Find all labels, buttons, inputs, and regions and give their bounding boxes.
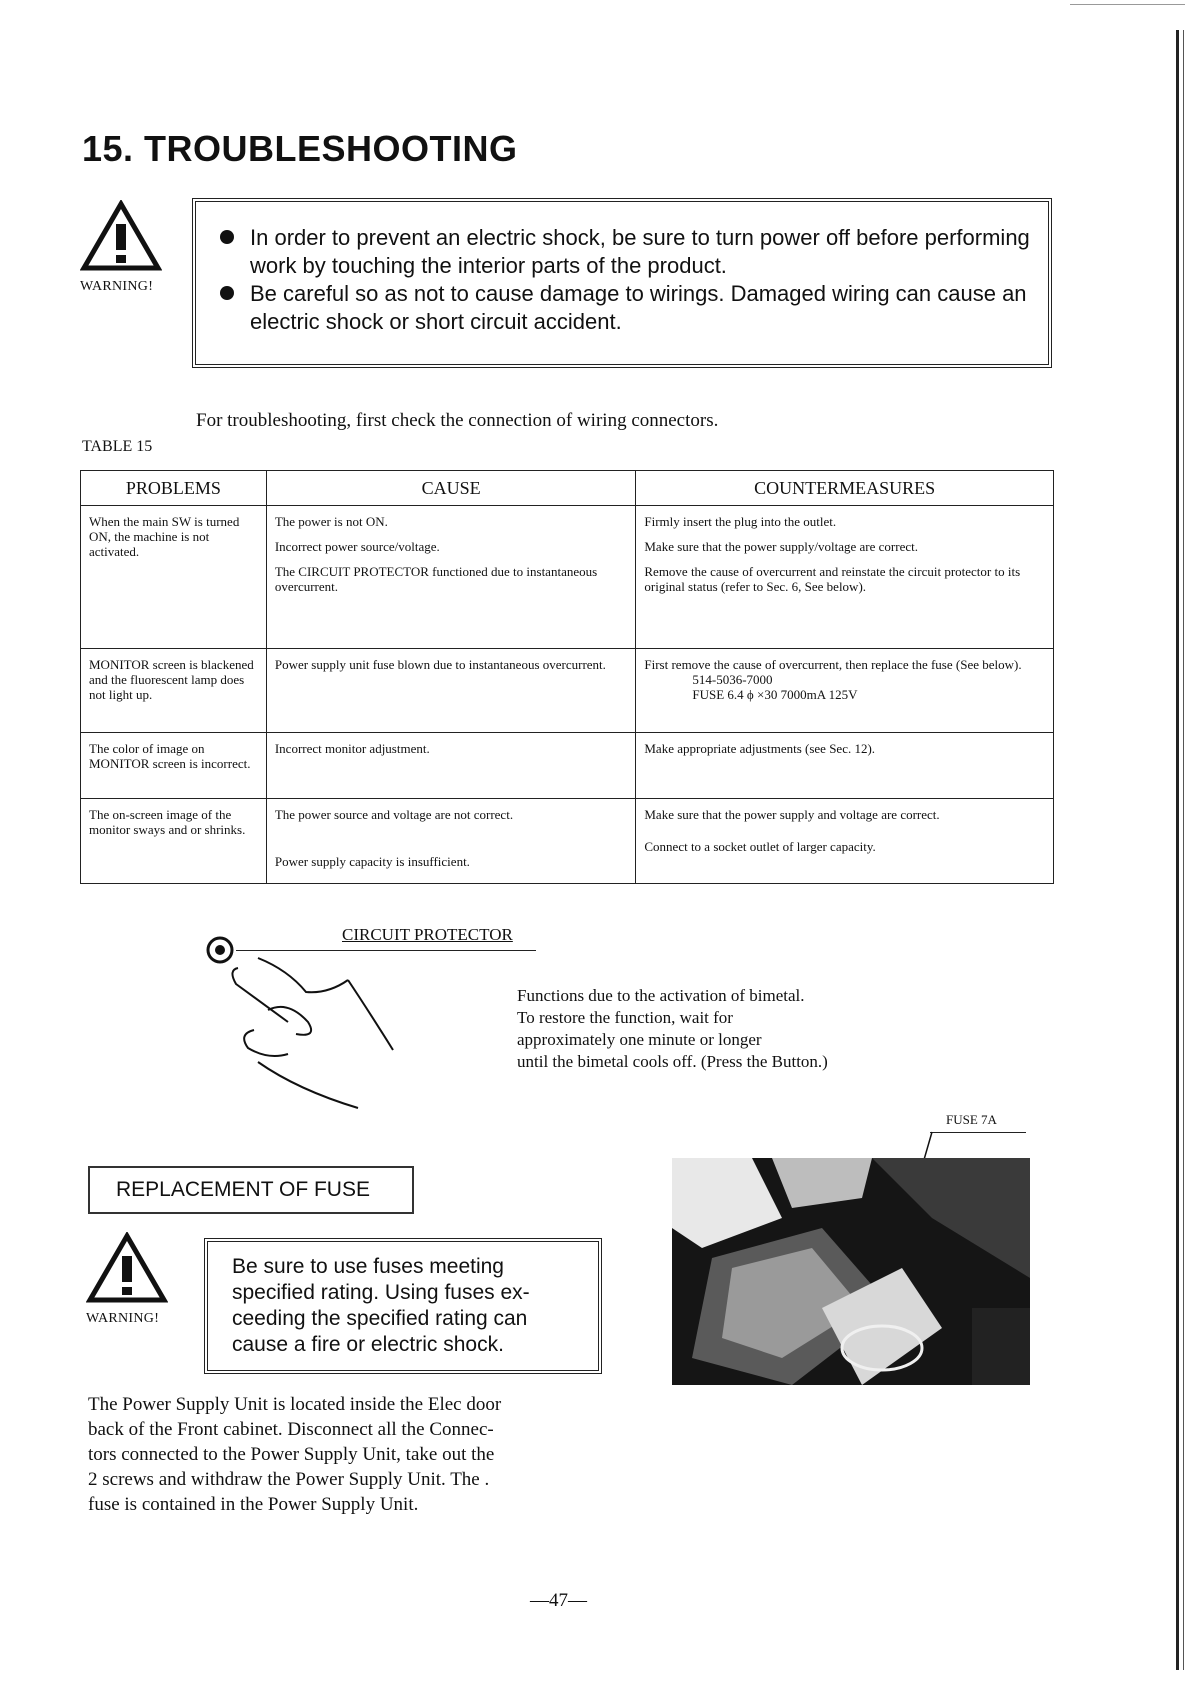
warning-label: WARNING! — [80, 279, 154, 294]
measure-text: Make sure that the power supply and voltage are correct. — [644, 807, 940, 822]
cause-cell — [266, 733, 636, 799]
table-row — [81, 799, 1054, 884]
warning-item — [206, 224, 1038, 280]
fuse-warning-box — [204, 1238, 602, 1374]
bullet-icon — [220, 286, 234, 300]
page-number: —47— — [530, 1590, 587, 1611]
problem-cell — [81, 733, 267, 799]
header-cause: CAUSE — [266, 471, 636, 506]
note-line: approximately one minute or longer — [517, 1030, 762, 1049]
problem-text: The on-screen image of the monitor sways and or shrinks. — [89, 807, 246, 837]
problem-cell — [81, 799, 267, 884]
measure-text: Connect to a socket outlet of larger capacity. — [644, 839, 876, 854]
measure-cell — [636, 733, 1054, 799]
cause-cell — [266, 506, 636, 649]
table-row — [81, 506, 1054, 649]
scan-edge-top — [1070, 4, 1185, 5]
note-line: To restore the function, wait for — [517, 1008, 733, 1027]
cause-text: Incorrect power source/voltage. — [274, 539, 440, 554]
fuse-callout-label: FUSE 7A — [946, 1112, 997, 1127]
warning-list — [206, 224, 1038, 336]
warning-badge — [86, 1232, 168, 1327]
part-number: 514-5036-7000 — [692, 672, 773, 687]
measure-text: Make appropriate adjustments (see Sec. 12). — [644, 741, 876, 756]
cause-text: The power is not ON. — [274, 514, 388, 529]
section-heading: REPLACEMENT OF FUSE — [116, 1178, 370, 1201]
instruction-line: The Power Supply Unit is located inside the Elec door — [88, 1394, 502, 1415]
note-line: Functions due to the activation of bimetal. — [517, 986, 805, 1005]
table-header-row — [81, 471, 1054, 506]
measure-text: Firmly insert the plug into the outlet. — [644, 514, 837, 529]
cause-text: Power supply unit fuse blown due to instantaneous overcurrent. — [274, 657, 606, 672]
cause-text: The power source and voltage are not correct. — [274, 807, 514, 822]
problem-text: MONITOR screen is blackened and the fluorescent lamp does not light up. — [89, 657, 254, 702]
warning-text: cause a fire or electric shock. — [232, 1333, 504, 1356]
scan-edge-right-thin — [1183, 30, 1184, 1670]
warning-item — [206, 280, 1038, 336]
power-supply-photo — [672, 1158, 1030, 1385]
fuse-spec: FUSE 6.4 ϕ ×30 7000mA 125V — [692, 687, 858, 702]
hand-pressing-button-icon — [198, 930, 428, 1120]
instruction-line: back of the Front cabinet. Disconnect all the Connec- — [88, 1419, 494, 1440]
problem-text: When the main SW is turned ON, the machine is not activated. — [89, 514, 240, 559]
table-row — [81, 733, 1054, 799]
cause-text: The CIRCUIT PROTECTOR functioned due to instantaneous overcurrent. — [274, 564, 598, 594]
intro-text: For troubleshooting, first check the connection of wiring connectors. — [196, 410, 719, 431]
cause-cell — [266, 799, 636, 884]
cause-text: Incorrect monitor adjustment. — [274, 741, 430, 756]
warning-badge — [80, 200, 162, 295]
header-countermeasures: COUNTERMEASURES — [636, 471, 1054, 506]
warning-text: specified rating. Using fuses ex- — [232, 1281, 530, 1304]
cause-cell — [266, 649, 636, 733]
instruction-line: tors connected to the Power Supply Unit, take out the — [88, 1444, 495, 1465]
table-caption: TABLE 15 — [82, 438, 153, 455]
circuit-protector-notes — [517, 985, 828, 1073]
fuse-instructions — [88, 1392, 608, 1517]
troubleshooting-table — [80, 470, 1054, 884]
note-line: until the bimetal cools off. (Press the Button.) — [517, 1052, 828, 1071]
measure-text: First remove the cause of overcurrent, then replace the fuse (See below). — [644, 657, 1022, 672]
bullet-icon — [220, 230, 234, 244]
measure-cell — [636, 506, 1054, 649]
measure-cell — [636, 649, 1054, 733]
problem-cell — [81, 506, 267, 649]
instruction-line: 2 screws and withdraw the Power Supply Unit. The . — [88, 1469, 490, 1490]
circuit-protector-label: CIRCUIT PROTECTOR — [342, 925, 513, 944]
page-title: 15. TROUBLESHOOTING — [82, 128, 518, 169]
measure-text: Make sure that the power supply/voltage are correct. — [644, 539, 918, 554]
power-supply-photo-image — [672, 1158, 1030, 1385]
warning-text: ceeding the specified rating can — [232, 1307, 528, 1330]
scan-edge-right — [1176, 30, 1179, 1670]
warning-text: Be sure to use fuses meeting — [232, 1255, 504, 1278]
measure-cell — [636, 799, 1054, 884]
warning-text: In order to prevent an electric shock, be sure to turn power off before performing work by touching the interior parts of the product. — [250, 225, 1030, 278]
header-problems: PROBLEMS — [81, 471, 267, 506]
warning-triangle-icon — [80, 200, 162, 272]
problem-text: The color of image on MONITOR screen is incorrect. — [89, 741, 251, 771]
cause-text: Power supply capacity is insufficient. — [274, 854, 470, 869]
warning-box — [192, 198, 1052, 368]
warning-label: WARNING! — [86, 1311, 160, 1326]
table-row — [81, 649, 1054, 733]
instruction-line: fuse is contained in the Power Supply Unit. — [88, 1494, 419, 1515]
section-heading-box — [88, 1166, 414, 1214]
measure-text: Remove the cause of overcurrent and reinstate the circuit protector to its original status (refer to Sec. 6, See below). — [644, 564, 1021, 594]
warning-text: Be careful so as not to cause damage to wirings. Damaged wiring can cause an electric shock or short circuit accident. — [250, 281, 1027, 334]
fuse-callout-underline — [930, 1132, 1026, 1133]
warning-triangle-icon — [86, 1232, 168, 1304]
problem-cell — [81, 649, 267, 733]
